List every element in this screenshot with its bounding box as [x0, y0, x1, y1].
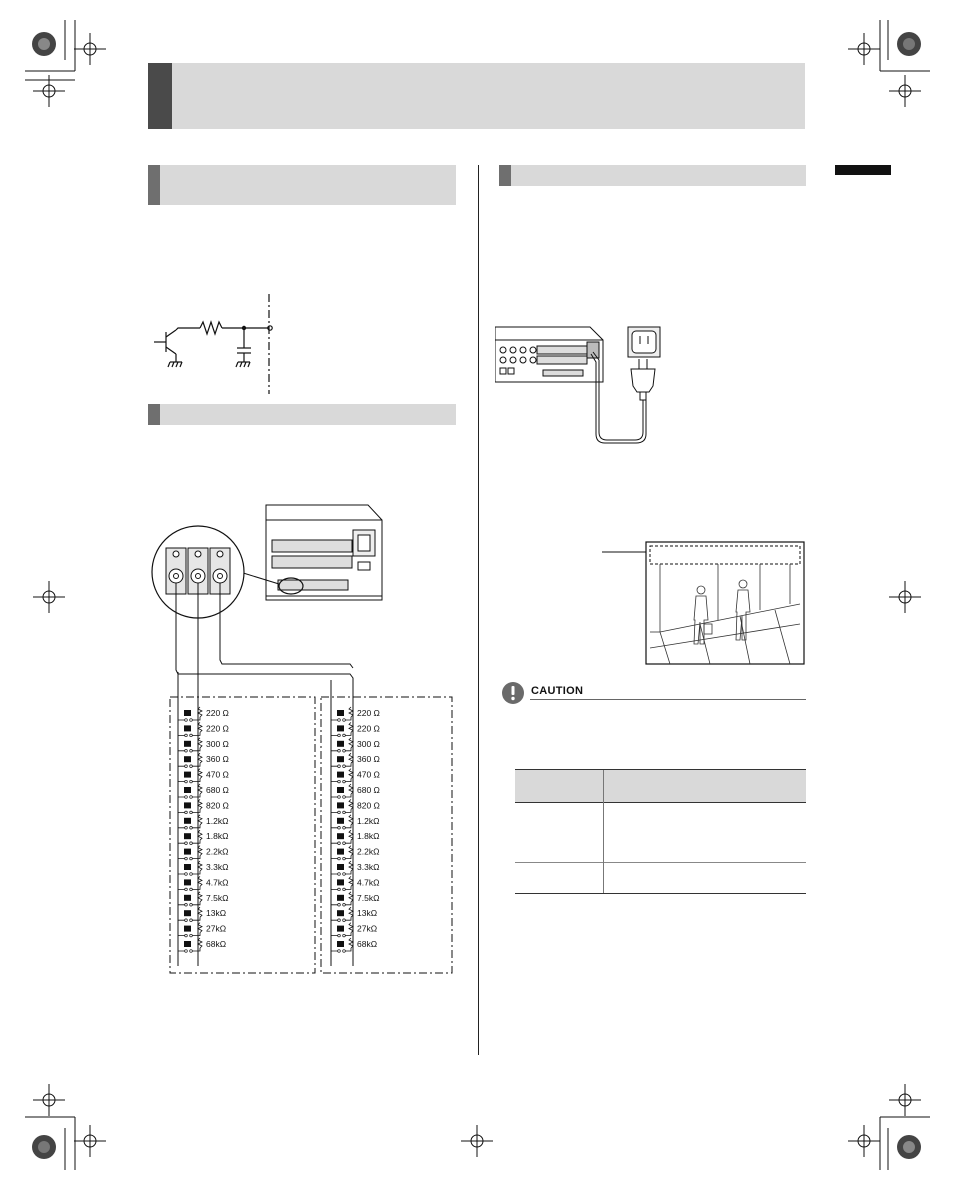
resistor-value-label: 360 Ω [206, 754, 229, 765]
switch-contact-point [338, 888, 341, 891]
section-heading-1-tab [148, 165, 160, 205]
switch-contact [178, 856, 200, 859]
column-divider [478, 165, 479, 1055]
section-heading-2-tab [148, 404, 160, 425]
resistor-value-label: 13kΩ [357, 908, 378, 919]
switch-button [184, 741, 191, 747]
switch-contact-point [185, 765, 188, 768]
resistor-symbol [198, 846, 202, 856]
switch-button [337, 833, 344, 839]
resistor-value-label: 1.2kΩ [357, 815, 380, 826]
resistor-value-label: 300 Ω [357, 738, 380, 749]
resistor-symbol [349, 830, 353, 840]
resistor-value-label: 680 Ω [357, 785, 380, 795]
switch-contact-point [343, 765, 346, 768]
switch-button [184, 772, 191, 778]
resistor-symbol [349, 923, 353, 933]
resistor-ladder-right [331, 680, 380, 966]
switch-contact-point [343, 842, 346, 845]
switch-contact [178, 794, 200, 797]
resistor-value-label: 300 Ω [206, 738, 229, 749]
chapter-tab [835, 165, 891, 175]
switch-contact-point [190, 857, 193, 860]
switch-contact [178, 763, 200, 766]
switch-contact-point [343, 750, 346, 753]
switch-button [337, 818, 344, 824]
resistor-value-label: 3.3kΩ [357, 862, 380, 872]
resistor-symbol [349, 799, 353, 809]
resistor-value-label: 680 Ω [206, 785, 229, 795]
switch-button [337, 864, 344, 870]
resistor-value-label: 2.2kΩ [206, 846, 229, 857]
switch-contact [178, 948, 200, 951]
switch-contact [331, 732, 351, 735]
switch-contact-point [190, 919, 193, 922]
switch-contact [331, 856, 351, 859]
resistor-symbol [198, 707, 202, 717]
resistor-value-label: 1.2kΩ [206, 815, 229, 826]
switch-button [184, 910, 191, 916]
switch-button [184, 941, 191, 947]
switch-contact-point [185, 950, 188, 953]
switch-contact [331, 871, 351, 874]
switch-contact-point [185, 904, 188, 907]
resistor-value-label: 220 Ω [206, 723, 229, 734]
switch-contact-point [343, 919, 346, 922]
switch-contact-point [185, 719, 188, 722]
switch-contact-point [343, 904, 346, 907]
switch-contact-point [338, 827, 341, 830]
resistor-symbol [198, 784, 202, 794]
resistor-ladder-left [178, 707, 229, 952]
resistor-symbol [349, 907, 353, 917]
switch-contact [331, 809, 351, 812]
switch-contact [331, 794, 351, 797]
section-heading-1 [148, 165, 456, 205]
table-bottom-rule [515, 893, 806, 894]
switch-contact-point [185, 827, 188, 830]
switch-button [184, 864, 191, 870]
resistor-symbol [349, 892, 353, 902]
switch-button [184, 833, 191, 839]
page-title-tab [148, 63, 172, 129]
resistor-value-label: 820 Ω [206, 800, 229, 811]
caution-label: CAUTION [531, 685, 584, 697]
monitor-screen-illustration [600, 540, 806, 666]
resistor-value-label: 27kΩ [357, 923, 378, 934]
switch-contact-point [338, 904, 341, 907]
resistor-symbol [198, 722, 202, 732]
resistor-symbol [198, 769, 202, 779]
switch-button [337, 895, 344, 901]
switch-button [184, 710, 191, 716]
switch-contact-point [190, 796, 193, 799]
switch-button [337, 910, 344, 916]
switch-contact [331, 825, 351, 828]
resistor-symbol [349, 846, 353, 856]
switch-button [184, 895, 191, 901]
resistor-symbol [198, 938, 202, 948]
switch-contact-point [190, 842, 193, 845]
resistor-value-label: 1.8kΩ [206, 831, 229, 842]
switch-contact-point [190, 734, 193, 737]
switch-contact-point [338, 765, 341, 768]
switch-button [337, 802, 344, 808]
switch-contact [178, 902, 200, 905]
resistor-symbol [349, 861, 353, 871]
switch-contact [331, 902, 351, 905]
switch-contact-point [343, 811, 346, 814]
resistor-symbol [349, 784, 353, 794]
switch-contact [178, 933, 200, 936]
switch-button [337, 849, 344, 855]
resistor-symbol [349, 876, 353, 886]
switch-contact-point [185, 873, 188, 876]
resistor-value-label: 470 Ω [206, 769, 229, 780]
switch-contact-point [338, 934, 341, 937]
switch-contact-point [185, 934, 188, 937]
resistor-value-label: 360 Ω [357, 754, 380, 765]
power-connection-diagram [495, 322, 670, 444]
resistor-symbol [198, 738, 202, 748]
switch-contact [178, 840, 200, 843]
switch-button [337, 772, 344, 778]
switch-button [184, 926, 191, 932]
switch-contact-point [190, 873, 193, 876]
switch-contact-point [190, 750, 193, 753]
switch-contact [331, 717, 351, 720]
switch-contact-point [338, 780, 341, 783]
switch-contact-point [185, 842, 188, 845]
table-row-rule [515, 862, 806, 863]
switch-contact-point [190, 934, 193, 937]
switch-contact-point [190, 765, 193, 768]
switch-button [184, 756, 191, 762]
resistor-symbol [349, 707, 353, 717]
resistor-symbol [349, 769, 353, 779]
resistor-value-label: 7.5kΩ [357, 892, 380, 903]
resistor-value-label: 13kΩ [206, 908, 227, 919]
resistor-symbol [198, 876, 202, 886]
switch-contact [331, 840, 351, 843]
switch-contact-point [338, 950, 341, 953]
switch-contact-point [343, 734, 346, 737]
resistor-symbol [349, 815, 353, 825]
switch-button [337, 710, 344, 716]
switch-contact [331, 779, 351, 782]
resistor-value-label: 220 Ω [206, 708, 229, 718]
table-column-divider [603, 770, 604, 893]
switch-button [337, 941, 344, 947]
resistor-value-label: 3.3kΩ [206, 862, 229, 872]
resistor-value-label: 68kΩ [357, 939, 378, 949]
switch-contact [178, 748, 200, 751]
switch-contact-point [338, 873, 341, 876]
switch-contact-point [185, 888, 188, 891]
resistor-symbol [349, 938, 353, 948]
resistor-symbol [198, 830, 202, 840]
resistor-value-label: 27kΩ [206, 923, 227, 934]
switch-contact [331, 886, 351, 889]
switch-contact-point [338, 750, 341, 753]
section-heading-3-tab [499, 165, 511, 186]
switch-button [337, 787, 344, 793]
switch-contact-point [343, 934, 346, 937]
resistor-symbol [349, 722, 353, 732]
switch-button [184, 802, 191, 808]
output-circuit-diagram [148, 292, 288, 396]
switch-contact [331, 933, 351, 936]
page-title-bar [148, 63, 805, 129]
switch-contact-point [185, 750, 188, 753]
switch-contact-point [343, 827, 346, 830]
switch-button [184, 818, 191, 824]
switch-button [184, 787, 191, 793]
switch-contact-point [343, 873, 346, 876]
switch-contact [331, 917, 351, 920]
switch-contact [178, 779, 200, 782]
section-heading-2 [148, 404, 456, 425]
switch-contact [178, 825, 200, 828]
switch-contact [178, 917, 200, 920]
resistor-symbol [198, 815, 202, 825]
switch-contact-point [190, 780, 193, 783]
resistor-value-label: 4.7kΩ [357, 877, 380, 888]
switch-contact [178, 871, 200, 874]
switch-button [184, 725, 191, 731]
switch-button [337, 725, 344, 731]
resistor-symbol [198, 923, 202, 933]
switch-contact [178, 809, 200, 812]
switch-contact-point [190, 811, 193, 814]
switch-contact-point [343, 888, 346, 891]
resistor-symbol [198, 861, 202, 871]
resistor-value-label: 7.5kΩ [206, 892, 229, 903]
switch-contact-point [343, 719, 346, 722]
section-heading-3 [499, 165, 806, 186]
switch-contact-point [343, 780, 346, 783]
switch-contact-point [190, 888, 193, 891]
switch-contact-point [338, 719, 341, 722]
resistor-symbol [198, 907, 202, 917]
resistor-value-label: 820 Ω [357, 800, 380, 811]
switch-contact-point [343, 857, 346, 860]
switch-contact-point [338, 842, 341, 845]
switch-contact [331, 763, 351, 766]
caution-rule [530, 699, 806, 700]
switch-contact-point [185, 796, 188, 799]
switch-contact-point [185, 919, 188, 922]
resistor-value-label: 1.8kΩ [357, 831, 380, 842]
switch-contact-point [190, 904, 193, 907]
switch-button [184, 849, 191, 855]
resistor-symbol [349, 738, 353, 748]
switch-button [337, 756, 344, 762]
switch-contact [178, 886, 200, 889]
switch-contact-point [190, 950, 193, 953]
switch-contact-point [343, 950, 346, 953]
resistor-value-label: 4.7kΩ [206, 877, 229, 888]
resistor-symbol [198, 892, 202, 902]
caution-icon [501, 681, 525, 705]
table-top-rule [515, 769, 806, 770]
switch-contact-point [338, 919, 341, 922]
resistor-value-label: 220 Ω [357, 708, 380, 718]
switch-button [337, 926, 344, 932]
switch-button [184, 879, 191, 885]
rear-panel-diagram [148, 500, 458, 980]
switch-contact-point [338, 734, 341, 737]
resistor-symbol [198, 799, 202, 809]
switch-contact-point [338, 811, 341, 814]
switch-contact-point [185, 811, 188, 814]
switch-button [337, 741, 344, 747]
switch-contact-point [343, 796, 346, 799]
switch-contact-point [190, 719, 193, 722]
resistor-value-label: 68kΩ [206, 939, 227, 949]
resistor-symbol [349, 753, 353, 763]
switch-contact-point [338, 796, 341, 799]
switch-contact-point [190, 827, 193, 830]
switch-contact-point [338, 857, 341, 860]
switch-button [337, 879, 344, 885]
resistor-value-label: 2.2kΩ [357, 846, 380, 857]
table-header-rule [515, 802, 806, 803]
switch-contact-point [185, 780, 188, 783]
switch-contact-point [185, 857, 188, 860]
table-header [515, 770, 806, 802]
resistor-value-label: 470 Ω [357, 769, 380, 780]
switch-contact [178, 717, 200, 720]
switch-contact [331, 748, 351, 751]
switch-contact [178, 732, 200, 735]
resistor-symbol [198, 753, 202, 763]
resistor-value-label: 220 Ω [357, 723, 380, 734]
switch-contact-point [185, 734, 188, 737]
switch-contact [331, 948, 351, 951]
